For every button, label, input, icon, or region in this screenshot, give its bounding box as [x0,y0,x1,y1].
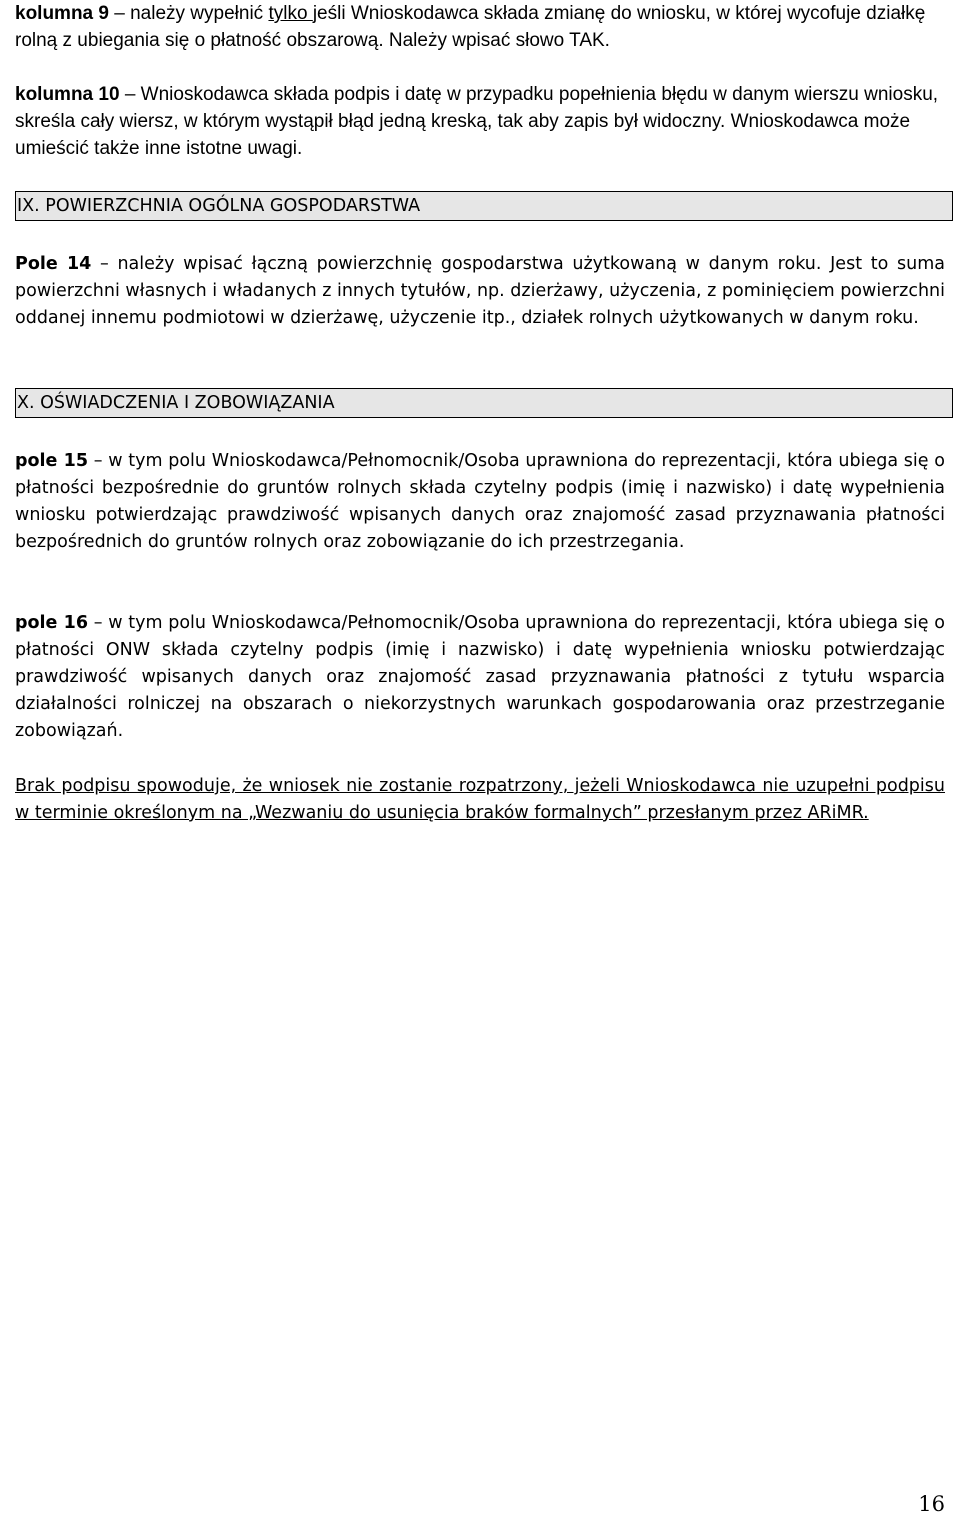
section-x-heading: X. OŚWIADCZENIA I ZOBOWIĄZANIA [15,388,953,418]
kolumna-9-text-a: należy wypełnić [130,3,269,24]
kolumna-10-text: – Wnioskodawca składa podpis i datę w przypadku popełnienia błędu w danym wierszu wniosku, skreśla cały wiersz, w którym wystąpił błąd jedną kreską, tak aby zapis był widoczny. Wnioskodawca może umieścić także inne istotne uwagi. [15,84,939,159]
pole-16-label: pole 16 [15,613,89,633]
kolumna-9-label: kolumna 9 [15,3,109,24]
page-number: 16 [918,1492,945,1516]
pole-15-label: pole 15 [15,451,89,471]
pole-16-text: – w tym polu Wnioskodawca/Pełnomocnik/Osoba uprawniona do reprezentacji, która ubiega się o płatności ONW składa czytelny podpis (imię i nazwisko) i datę wypełnienia wniosku potwierdzając prawdziwość wpisanych danych oraz znajomość zasad przyznawania płatności z tytułu wsparcia działalności rolniczej na obszarach o niekorzystnych warunkach gospodarowania oraz przestrzeganie zobowiązań. [15,613,945,741]
pole-15-paragraph [15,448,945,556]
pole-15-text: – w tym polu Wnioskodawca/Pełnomocnik/Osoba uprawniona do reprezentacji, która ubiega się o płatności bezpośrednie do gruntów rolnych składa czytelny podpis (imię i nazwisko) i datę wypełnienia wniosku potwierdzając prawdziwość wpisanych danych oraz znajomość zasad przyznawania płatności bezpośrednich do gruntów rolnych oraz zobowiązanie do ich przestrzegania. [15,451,945,552]
kolumna-9-dash: – [108,3,131,24]
kolumna-9-underlined-word: tylko [268,3,313,24]
kolumna-10-paragraph [15,81,945,162]
pole-16-paragraph [15,610,945,745]
kolumna-9-paragraph [15,0,945,54]
pole-14-paragraph [15,251,945,332]
kolumna-9-text-b: jeśli Wnioskodawca składa zmianę do wniosku, w której wycofuje działkę rolną z ubiegania się o płatność obszarową. Należy wpisać słowo TAK. [15,3,926,51]
section-ix-heading: IX. POWIERZCHNIA OGÓLNA GOSPODARSTWA [15,191,953,221]
missing-signature-warning: Brak podpisu spowoduje, że wniosek nie zostanie rozpatrzony, jeżeli Wnioskodawca nie uzupełni podpisu w terminie określonym na „Wezwaniu do usunięcia braków formalnych” przesłanym przez ARiMR. [15,776,945,823]
pole-14-text: – należy wpisać łączną powierzchnię gospodarstwa użytkowaną w danym roku. Jest to suma powierzchni własnych i władanych z innych tytułów, np. dzierżawy, użyczenia, z pominięciem powierzchni oddanej innemu podmiotowi w dzierżawę, użyczenie itp., działek rolnych użytkowanych w danym roku. [15,254,946,328]
kolumna-10-label: kolumna 10 [15,84,120,105]
pole-14-label: Pole 14 [15,254,92,274]
